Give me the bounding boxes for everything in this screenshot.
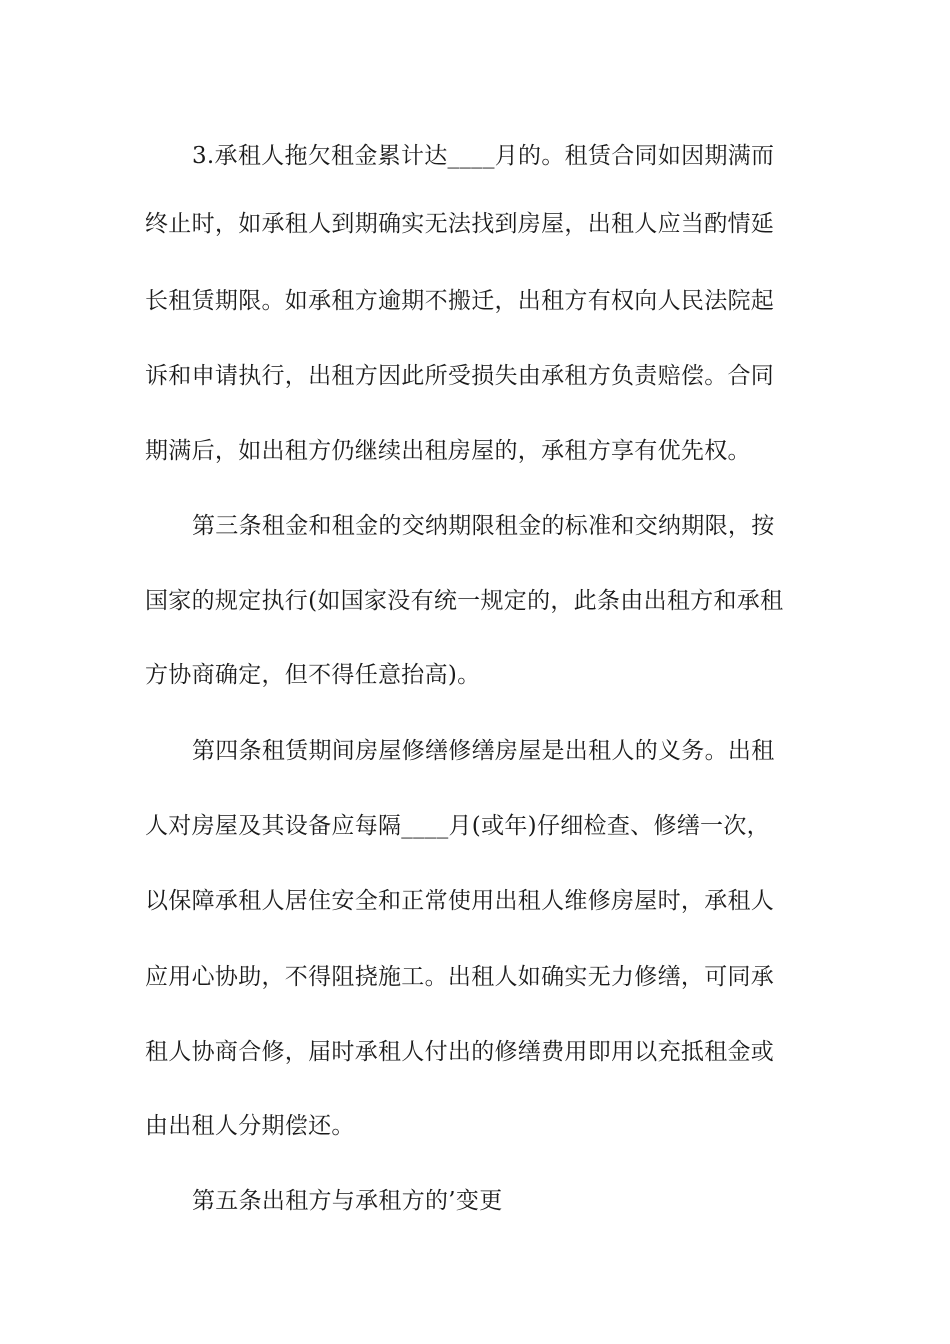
paragraph-line: 3.承租人拖欠租金累计达____月的。租赁合同如因期满而: [192, 143, 775, 169]
paragraph-line: 人对房屋及其设备应每隔____月(或年)仔细检查、修缮一次，: [145, 813, 770, 839]
paragraph-line: 以保障承租人居住安全和正常使用出租人维修房屋时，承租人: [145, 888, 775, 914]
paragraph-line: 由出租人分期偿还。: [145, 1113, 355, 1139]
paragraph-line: 期满后，如出租方仍继续出租房屋的，承租方享有优先权。: [145, 438, 751, 464]
paragraph-line: 第三条租金和租金的交纳期限租金的标准和交纳期限，按: [192, 513, 775, 539]
paragraph-line: 国家的规定执行(如国家没有统一规定的，此条由出租方和承租: [145, 588, 784, 614]
paragraph-line: 第四条租赁期间房屋修缮修缮房屋是出租人的义务。出租: [192, 738, 775, 764]
paragraph-line: 应用心协助，不得阻挠施工。出租人如确实无力修缮，可同承: [145, 964, 775, 990]
paragraph-line: 租人协商合修，届时承租人付出的修缮费用即用以充抵租金或: [145, 1039, 775, 1065]
paragraph-line: 长租赁期限。如承租方逾期不搬迁，出租方有权向人民法院起: [145, 288, 775, 314]
paragraph-line: 诉和申请执行，出租方因此所受损失由承租方负责赔偿。合同: [145, 363, 775, 389]
paragraph-line: 终止时，如承租人到期确实无法找到房屋，出租人应当酌情延: [145, 211, 775, 237]
paragraph-line: 方协商确定，但不得任意抬高)。: [145, 662, 481, 688]
paragraph-line: 第五条出租方与承租方的’变更: [192, 1188, 503, 1214]
